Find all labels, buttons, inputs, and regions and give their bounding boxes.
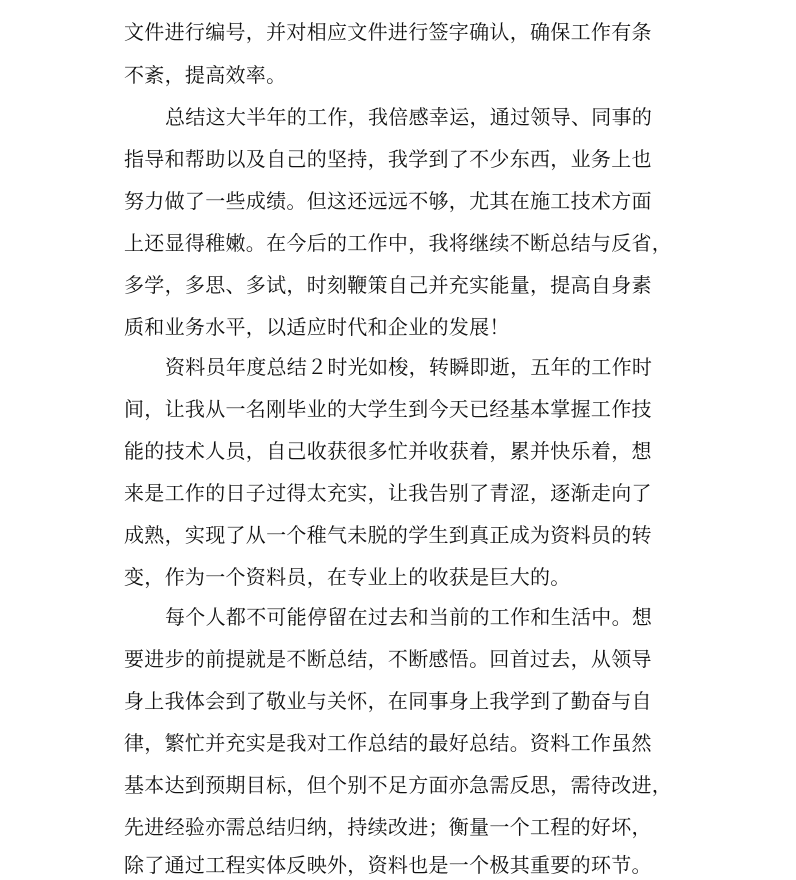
text-line: 多学，多思、多试，时刻鞭策自己并充实能量，提高自身素 bbox=[124, 273, 652, 297]
text-line: 律，繁忙并充实是我对工作总结的最好总结。资料工作虽然 bbox=[124, 731, 652, 755]
text-line: 资料员年度总结２时光如梭，转瞬即逝，五年的工作时 bbox=[165, 355, 653, 379]
text-line: 努力做了一些成绩。但这还远远不够，尤其在施工技术方面 bbox=[124, 189, 652, 213]
text-line: 上还显得稚嫩。在今后的工作中，我将继续不断总结与反省， bbox=[124, 231, 673, 255]
text-line: 能的技术人员，自己收获很多忙并收获着，累并快乐着，想 bbox=[124, 439, 652, 463]
text-line: 先进经验亦需总结归纳，持续改进；衡量一个工程的好坏， bbox=[124, 815, 652, 839]
text-line: 总结这大半年的工作，我倍感幸运，通过领导、同事的 bbox=[165, 105, 653, 129]
text-line: 不紊，提高效率。 bbox=[124, 63, 287, 87]
text-line: 身上我体会到了敬业与关怀，在同事身上我学到了勤奋与自 bbox=[124, 689, 652, 713]
text-line: 除了通过工程实体反映外，资料也是一个极其重要的环节。 bbox=[124, 853, 652, 877]
text-line: 来是工作的日子过得太充实，让我告别了青涩，逐渐走向了 bbox=[124, 481, 652, 505]
text-line: 文件进行编号，并对相应文件进行签字确认，确保工作有条 bbox=[124, 20, 652, 44]
text-line: 成熟，实现了从一个稚气未脱的学生到真正成为资料员的转 bbox=[124, 523, 652, 547]
text-line: 每个人都不可能停留在过去和当前的工作和生活中。想 bbox=[165, 605, 653, 629]
text-line: 基本达到预期目标，但个别不足方面亦急需反思，需待改进， bbox=[124, 773, 673, 797]
text-line: 要进步的前提就是不断总结，不断感悟。回首过去，从领导 bbox=[124, 647, 652, 671]
text-line: 质和业务水平，以适应时代和企业的发展！ bbox=[124, 315, 510, 339]
text-line: 间，让我从一名刚毕业的大学生到今天已经基本掌握工作技 bbox=[124, 397, 652, 421]
text-line: 指导和帮助以及自己的坚持，我学到了不少东西，业务上也 bbox=[124, 147, 652, 171]
text-line: 变，作为一个资料员，在专业上的收获是巨大的。 bbox=[124, 565, 571, 589]
